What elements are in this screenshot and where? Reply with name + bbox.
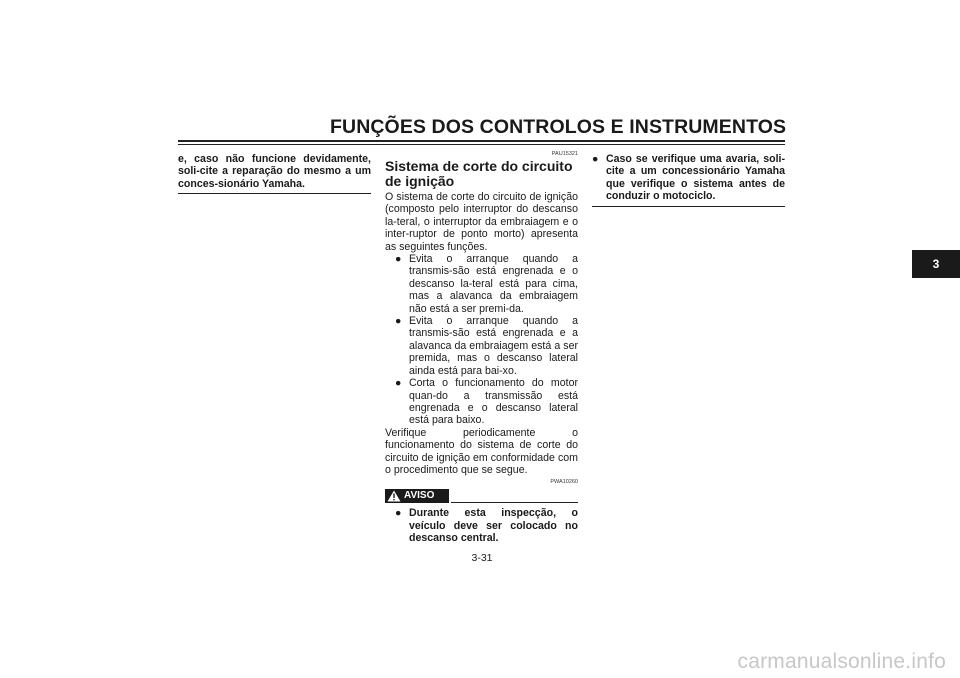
bullet-icon: ●: [592, 153, 599, 165]
list-item: [395, 253, 578, 315]
warning-label: AVISO: [404, 490, 435, 502]
warning-triangle-icon: [387, 490, 401, 502]
chapter-tab: 3: [912, 250, 960, 278]
list-item: [395, 315, 578, 377]
list-item-text: Corta o funcionamento do motor quan-do a transmissão está engrenada e o descanso lateral está para baixo.: [409, 377, 578, 427]
warning-code: PWA10260: [550, 479, 578, 486]
column-3: [592, 153, 785, 207]
page-title: FUNÇÕES DOS CONTROLOS E INSTRUMENTOS: [330, 116, 787, 138]
column-2: [385, 151, 578, 545]
list-item: [592, 153, 785, 203]
column-1: [178, 153, 371, 194]
warning-item-text: Durante esta inspecção, o veículo deve ser colocado no descanso central.: [409, 507, 578, 545]
list-item-text: Evita o arranque quando a transmis-são está engrenada e o descanso la-teral está para cima, mas a alavanca da embraiagem não está a ser premi-da.: [409, 253, 578, 315]
list-item-text: Evita o arranque quando a transmis-são está engrenada e a alavanca da embraiagem está a ser premida, mas o descanso lateral ainda está para bai-xo.: [409, 315, 578, 377]
page-number: 3-31: [471, 552, 493, 564]
section-code: PAU15321: [551, 151, 578, 157]
bullet-icon: ●: [395, 377, 402, 390]
bullet-icon: ●: [395, 507, 402, 520]
section-intro: O sistema de corte do circuito de ignição (composto pelo interruptor do descanso la-teral, o interruptor da embraiagem e o inter-ruptor de ponto morto) apresenta as seguintes funções.: [385, 191, 578, 253]
column-1-end-rule: [178, 193, 371, 194]
section-outro: Verifique periodicamente o funcionamento do sistema de corte do circuito de ignição em conformidade com o procedimento que se segue.: [385, 426, 578, 476]
warning-item: [395, 507, 578, 544]
bullet-icon: ●: [395, 315, 402, 328]
list-item-text: Caso se verifique uma avaria, soli-cite a um concessionário Yamaha que verifique o sistema antes de conduzir o motociclo.: [606, 153, 785, 203]
warning-badge: [385, 489, 449, 503]
warning-rule: [451, 502, 578, 503]
list-item: [395, 377, 578, 427]
watermark: carmanualsonline.info: [737, 650, 946, 673]
column-3-end-rule: [592, 206, 785, 207]
warning-header: [385, 489, 578, 505]
column-1-text: e, caso não funcione devidamente, soli-cite a reparação do mesmo a um conces-sionário Yamaha.: [178, 153, 371, 190]
bullet-icon: ●: [395, 253, 402, 266]
section-title: Sistema de corte do circuito de ignição: [385, 158, 573, 189]
